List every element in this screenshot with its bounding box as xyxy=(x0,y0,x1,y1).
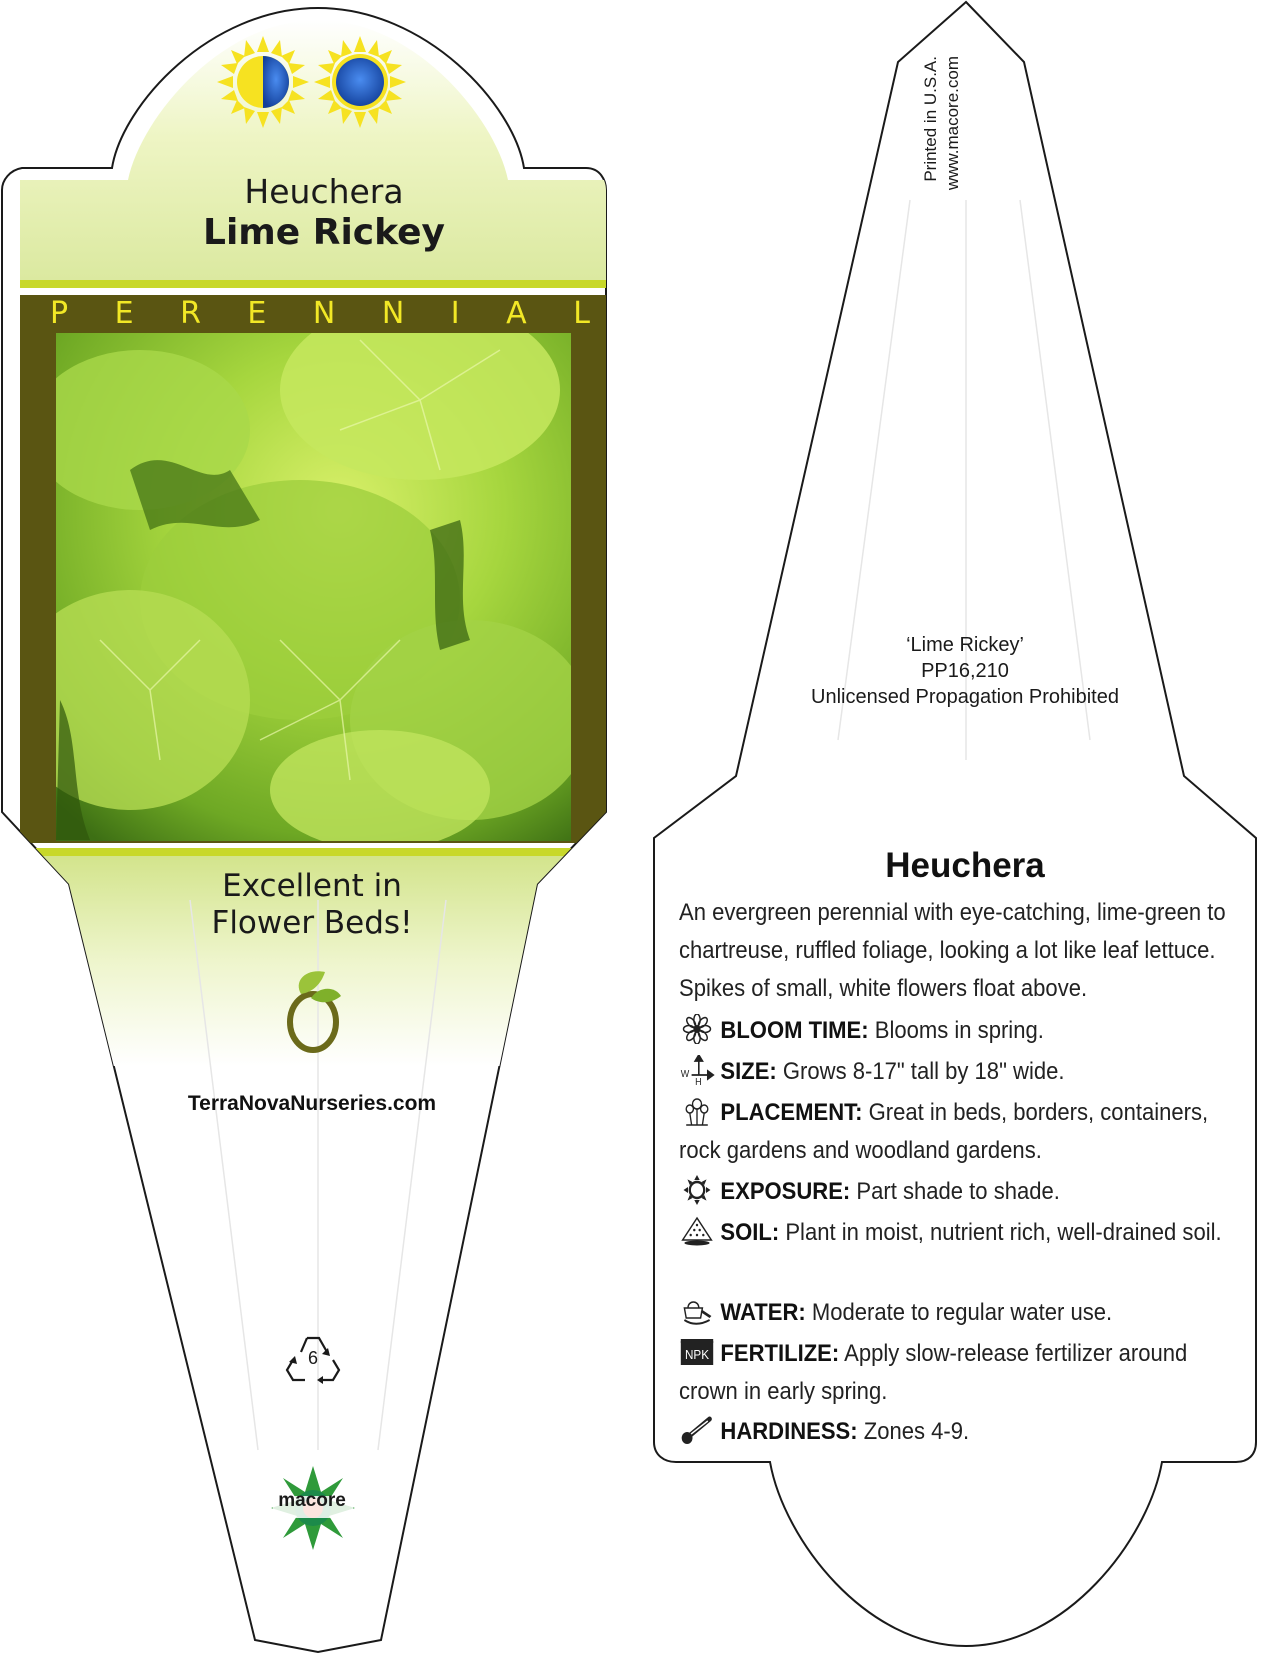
plant-variety-title: Lime Rickey xyxy=(203,212,445,253)
tagline xyxy=(0,868,624,942)
soil-label: SOIL: xyxy=(720,1219,780,1246)
category-letter: P xyxy=(50,296,69,331)
npk-label: NPK xyxy=(684,1347,710,1363)
placement-label: PLACEMENT: xyxy=(720,1099,863,1126)
category-band xyxy=(50,296,590,331)
propagation-notice: Unlicensed Propagation Prohibited xyxy=(811,686,1119,708)
npk-icon xyxy=(679,1337,715,1367)
exposure-label: EXPOSURE: xyxy=(720,1178,851,1205)
water-value: Moderate to regular water use. xyxy=(811,1299,1113,1326)
plant-genus-title: Heuchera xyxy=(244,172,404,211)
heuchera-foliage-photo xyxy=(10,300,590,850)
thermometer-icon xyxy=(679,1415,715,1445)
plants-icon xyxy=(679,1096,715,1126)
care-item-size xyxy=(679,1053,1237,1091)
size-h-label: H xyxy=(695,1076,702,1085)
category-letter: A xyxy=(506,296,527,331)
care-item-bloom-time xyxy=(679,1012,1237,1050)
fertilize-value: Apply slow-release fertilizer around crown in early spring. xyxy=(679,1340,1188,1405)
size-label: SIZE: xyxy=(720,1058,777,1085)
category-letter: E xyxy=(114,296,134,331)
category-letter: L xyxy=(573,296,590,331)
fertilize-label: FERTILIZE: xyxy=(720,1340,840,1367)
back-heading: Heuchera xyxy=(885,846,1045,885)
exposure-value: Part shade to shade. xyxy=(856,1178,1060,1205)
placement-value: Great in beds, borders, containers, rock gardens and woodland gardens. xyxy=(679,1099,1209,1164)
size-value: Grows 8-17" tall by 18" wide. xyxy=(782,1058,1065,1085)
bloom-time-label: BLOOM TIME: xyxy=(720,1017,869,1044)
sun-outline-icon xyxy=(679,1175,715,1205)
care-item-soil xyxy=(679,1214,1237,1252)
category-letter: R xyxy=(180,296,201,331)
patent-block xyxy=(770,632,1160,710)
size-w-label: W xyxy=(680,1068,690,1081)
tagline-line-1: Excellent in xyxy=(222,868,402,904)
care-item-fertilize xyxy=(679,1335,1237,1411)
care-item-hardiness xyxy=(679,1413,1237,1451)
bloom-time-value: Blooms in spring. xyxy=(874,1017,1044,1044)
care-item-water xyxy=(679,1294,1237,1332)
printed-in-note xyxy=(920,56,964,266)
patent-number: PP16,210 xyxy=(921,660,1009,682)
printed-line-1: Printed in U.S.A. xyxy=(921,56,940,182)
hardiness-value: Zones 4-9. xyxy=(863,1418,970,1445)
plant-description: An evergreen perennial with eye-catching, lime-green to chartreuse, ruffled foliage, looking a lot like leaf lettuce. Spikes of small, white flowers float above. xyxy=(679,899,1226,1002)
category-letter: E xyxy=(247,296,267,331)
nursery-website: TerraNovaNurseries.com xyxy=(187,1092,437,1115)
hardiness-label: HARDINESS: xyxy=(720,1418,858,1445)
printed-line-2: www.macore.com xyxy=(943,56,962,191)
brand-name: macore xyxy=(278,1490,346,1511)
care-item-placement xyxy=(679,1094,1237,1170)
category-letter: N xyxy=(312,296,336,331)
flower-icon xyxy=(679,1014,715,1044)
recycle-number: 6 xyxy=(307,1348,318,1368)
tagline-line-2: Flower Beds! xyxy=(211,905,413,941)
soil-icon xyxy=(679,1216,715,1246)
watering-can-icon xyxy=(679,1296,715,1326)
cultivar-name: ‘Lime Rickey’ xyxy=(906,634,1024,656)
care-item-exposure xyxy=(679,1173,1237,1211)
soil-value: Plant in moist, nutrient rich, well-drained soil. xyxy=(785,1219,1222,1246)
water-label: WATER: xyxy=(720,1299,806,1326)
category-letter: I xyxy=(450,296,460,331)
size-arrows-icon xyxy=(679,1055,715,1085)
category-letter: N xyxy=(381,296,405,331)
